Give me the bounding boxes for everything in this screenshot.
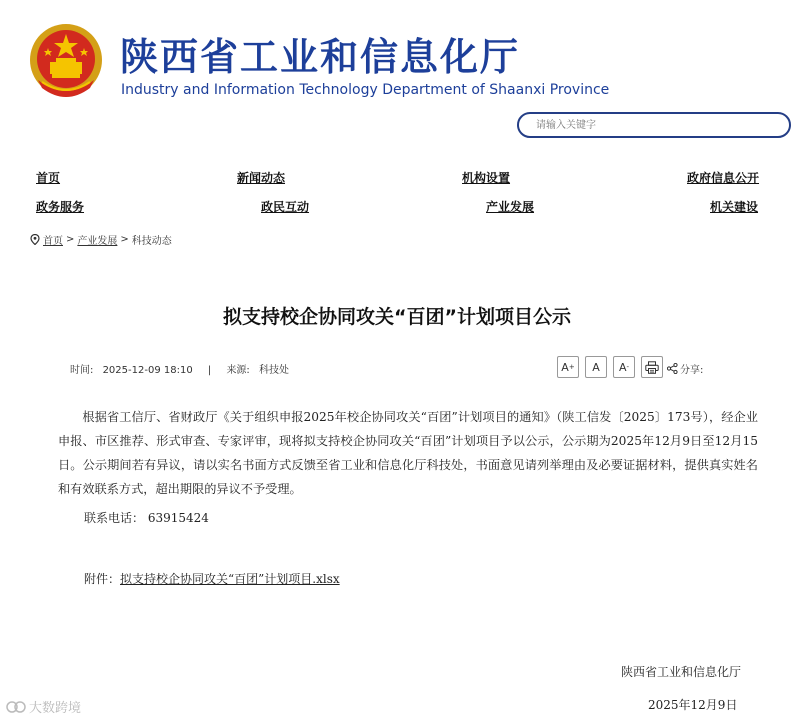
breadcrumb-separator: >: [120, 234, 129, 245]
source-value: 科技处: [259, 365, 289, 376]
search-box[interactable]: [517, 112, 791, 138]
font-increase-label: A: [561, 360, 569, 374]
nav-gov-info[interactable]: 政府信息公开: [687, 171, 760, 185]
article-meta: [70, 361, 289, 376]
font-default-button[interactable]: [585, 356, 607, 378]
nav-home[interactable]: 首页: [36, 171, 61, 185]
attachment-link[interactable]: 拟支持校企协同攻关“百团”计划项目.xlsx: [120, 572, 340, 586]
time-value: 2025-12-09 18:10: [102, 365, 193, 376]
watermark: [6, 697, 81, 716]
breadcrumb-home[interactable]: 首页: [43, 236, 63, 247]
share-icon: [667, 363, 678, 374]
print-button[interactable]: [641, 356, 663, 378]
nav-organization[interactable]: 机构设置: [462, 171, 511, 185]
font-decrease-button[interactable]: A -: [613, 356, 635, 378]
watermark-logo-icon: [6, 700, 26, 714]
font-increase-button[interactable]: A +: [557, 356, 579, 378]
contact-phone: 联系电话： 63915424: [84, 511, 209, 525]
article-title: 拟支持校企协同攻关“百团”计划项目公示: [223, 306, 571, 328]
breadcrumb-current: 科技动态: [131, 236, 172, 247]
site-title-cn: 陕西省工业和信息化厅: [120, 35, 521, 79]
location-pin-icon: [30, 234, 40, 245]
article-body: [58, 405, 758, 501]
font-decrease-label: A: [618, 360, 627, 374]
breadcrumb: [30, 232, 172, 247]
time-label: 时间:: [70, 365, 94, 376]
search-input[interactable]: [536, 118, 776, 132]
printer-icon: [645, 361, 659, 374]
source-label: 来源:: [226, 365, 250, 376]
nav-industry[interactable]: 产业发展: [486, 200, 535, 214]
attachment-label: 附件：: [84, 572, 121, 586]
share-label: 分享:: [680, 365, 704, 376]
nav-interaction[interactable]: 政民互动: [261, 200, 310, 214]
font-default-label: A: [592, 360, 600, 374]
nav-news[interactable]: 新闻动态: [237, 171, 286, 185]
attachment-row: [84, 570, 340, 587]
breadcrumb-industry[interactable]: 产业发展: [77, 236, 118, 247]
signature-date: 2025年12月9日: [648, 698, 738, 712]
site-title-en: Industry and Information Technology Department of Shaanxi Province: [121, 82, 610, 98]
signature-org: 陕西省工业和信息化厅: [621, 665, 742, 679]
breadcrumb-separator: >: [66, 234, 75, 245]
national-emblem-icon: [28, 22, 104, 102]
meta-divider: |: [207, 365, 212, 376]
nav-gov-services[interactable]: 政务服务: [36, 200, 85, 214]
share-area[interactable]: [667, 361, 703, 376]
watermark-text: 大数跨境: [29, 701, 82, 716]
article-paragraph: 根据省工信厅、省财政厅《关于组织申报2025年校企协同攻关“百团”计划项目的通知》（陕工信发〔2025〕173号），经企业申报、市区推荐、形式审查、专家评审，现将拟支持校企协同攻关“百团”计划项目予以公示，公示期为2025年12月9日至12月15日。公示期间若有异议，请以实名书面方式反馈至省工业和信息化厅科技处，书面意见请列举理由及必要证据材料，提供真实姓名和有效联系方式，超出期限的异议不予受理。: [58, 410, 758, 496]
nav-party[interactable]: 机关建设: [710, 200, 759, 214]
